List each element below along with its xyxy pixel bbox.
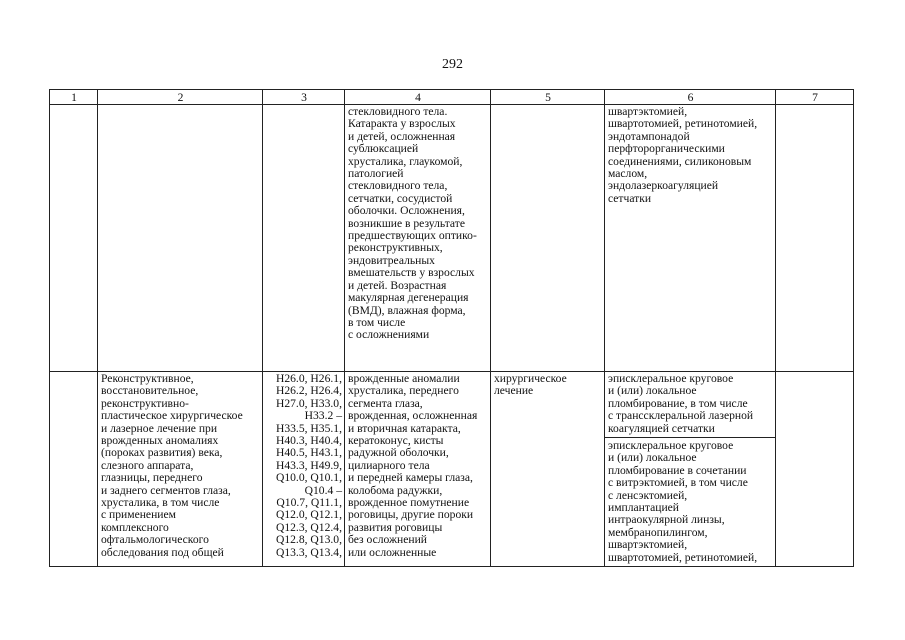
cell-patient-model-text: врожденные аномалии хрусталика, переднего сегмента глаза, врожденная, осложненная и вторичная катаракта, кератоконус, кисты радужной оболочки, цилиарного тела и передней камеры глаза, колобома радужки, врожденное помутнение роговицы, другие пороки развития роговицы без осложнений или осложненные [348,372,478,559]
cell-treatment-type [98,372,263,567]
page-number: 292 [442,57,463,72]
cell-patient-model [345,372,491,567]
cell-treatment-type-text: Реконструктивное, восстановительное, реконструктивно- пластическое хирургическое и лазерное лечение при врожденных аномалиях (пороках развития) века, слезного аппарата, глазницы, переднего и заднего сегментов глаза, хрусталика, в том числе с применением комплексного офтальмологического обследования под общей [101,372,243,559]
cell-icd-codes [263,105,345,372]
cell-treatment-kind-text: хирургическое лечение [494,372,567,398]
column-header-4: 4 [345,90,491,105]
cell-cost [776,372,854,567]
column-header-5: 5 [491,90,605,105]
cell-number [50,105,98,372]
cell-cost [776,105,854,372]
cell-treatment-method [605,372,776,567]
column-header-6: 6 [605,90,776,105]
column-header-3: 3 [263,90,345,105]
cell-treatment-method-text: швартэктомией, швартотомией, ретинотомией, эндотампонадой перфторорганическими соединениями, силиконовым маслом, эндолазеркоагуляцией сетчатки [608,105,758,205]
cell-treatment-method [605,105,776,372]
table-row [50,372,854,567]
table-row [50,105,854,372]
cell-treatment-kind [491,372,605,567]
cell-treatment-kind [491,105,605,372]
cell-icd-codes [263,372,345,567]
header-row [50,90,854,105]
procedures-table [49,89,854,567]
cell-icd-codes-text: H26.0, H26.1, H26.2, H26.4, H27.0, H33.0, H33.2 – H33.5, H35.1, H40.3, H40.4, H40.5, H43.1, H43.3, H49.9, Q10.0, Q10.1, Q10.4 – Q10.7, Q11.1, Q12.0, Q12.1, Q12.3, Q12.4, Q12.8, Q13.0, Q13.3, Q13.4, [275,372,342,559]
column-header-1: 1 [50,90,98,105]
cell-patient-model [345,105,491,372]
column-header-7: 7 [776,90,854,105]
cell-number [50,372,98,567]
treatment-method-option: эписклеральное круговое и (или) локальное пломбирование в сочетании с витрэктомией, в том числе с ленсэктомией, имплантацией интраокулярной линзы, мембранопилингом, швартэктомией, швартотомией, ретинотомией, [608,439,758,564]
cell-patient-model-text: стекловидного тела. Катаракта у взрослых и детей, осложненная сублюксацией хрусталика, глаукомой, патологией стекловидного тела, сетчатки, сосудистой оболочки. Осложнения, возникшие в результате предшествующих оптико- реконструктивных, эндовитреальных вмешательств у взрослых и детей. Возрастная макулярная дегенерация (ВМД), влажная форма, в том числе с осложнениями [348,105,477,342]
column-header-2: 2 [98,90,263,105]
treatment-method-option: эписклеральное круговое и (или) локальное пломбирование, в том числе с транссклеральной лазерной коагуляцией сетчатки [605,373,775,438]
cell-treatment-type [98,105,263,372]
